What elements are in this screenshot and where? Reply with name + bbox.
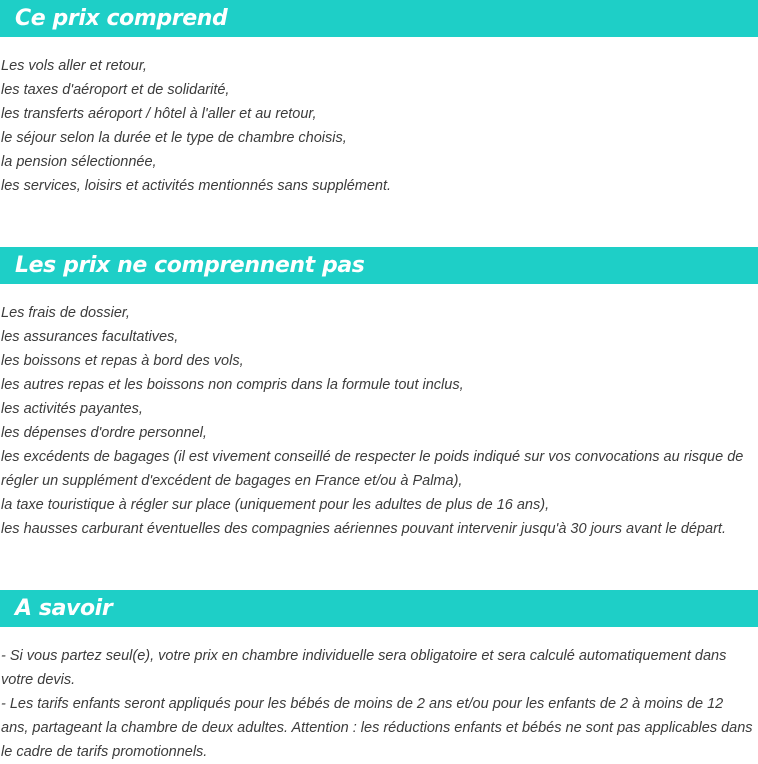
includes-item: les transferts aéroport / hôtel à l'aller et au retour, <box>1 106 317 122</box>
includes-list <box>0 54 758 198</box>
section-price-excludes <box>0 247 758 541</box>
section-title-includes: Ce prix comprend <box>15 6 228 31</box>
excludes-item: les dépenses d'ordre personnel, <box>1 425 207 441</box>
excludes-item: Les frais de dossier, <box>1 305 130 321</box>
excludes-item: les activités payantes, <box>1 401 143 417</box>
info-item: - Si vous partez seul(e), votre prix en chambre individuelle sera obligatoire et sera calculé automatiquement dans votre devis. <box>1 648 727 688</box>
section-header-info <box>0 590 758 627</box>
section-header-excludes <box>0 247 758 284</box>
section-header-includes <box>0 0 758 37</box>
includes-item: les taxes d'aéroport et de solidarité, <box>1 82 230 98</box>
info-item: - Les tarifs enfants seront appliqués pour les bébés de moins de 2 ans et/ou pour les enfants de 2 à moins de 12 ans, partageant la chambre de deux adultes. Attention : les réductions enfants et bébés ne sont pas applicables dans le cadre de tarifs promotionnels. <box>1 696 753 760</box>
excludes-item: les autres repas et les boissons non compris dans la formule tout inclus, <box>1 377 464 393</box>
section-title-excludes: Les prix ne comprennent pas <box>15 253 365 278</box>
excludes-item: les excédents de bagages (il est vivement conseillé de respecter le poids indiqué sur vos convocations au risque de régler un supplément d'excédent de bagages en France et/ou à Palma), <box>1 449 744 489</box>
excludes-list <box>0 301 758 541</box>
excludes-item: les boissons et repas à bord des vols, <box>1 353 244 369</box>
includes-item: le séjour selon la durée et le type de chambre choisis, <box>1 130 347 146</box>
excludes-item: les hausses carburant éventuelles des compagnies aériennes pouvant intervenir jusqu'à 30 jours avant le départ. <box>1 521 726 537</box>
section-price-includes <box>0 0 758 198</box>
excludes-item: la taxe touristique à régler sur place (uniquement pour les adultes de plus de 16 ans), <box>1 497 550 513</box>
info-list <box>0 644 758 764</box>
includes-item: Les vols aller et retour, <box>1 58 147 74</box>
section-good-to-know <box>0 590 758 764</box>
includes-item: la pension sélectionnée, <box>1 154 157 170</box>
excludes-item: les assurances facultatives, <box>1 329 179 345</box>
includes-item: les services, loisirs et activités mentionnés sans supplément. <box>1 178 392 194</box>
section-title-info: A savoir <box>15 596 113 621</box>
